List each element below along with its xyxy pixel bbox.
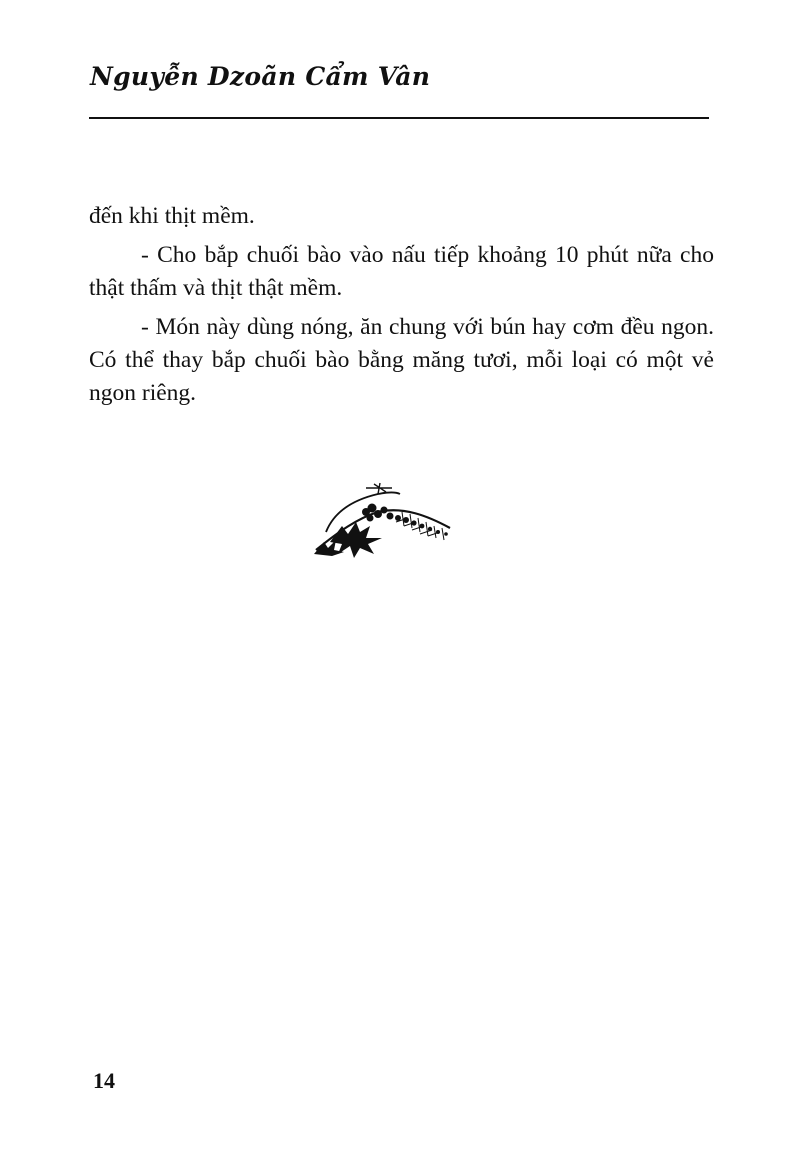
running-header-author: Nguyễn Dzoãn Cẩm Vân <box>90 62 431 91</box>
paragraph-serving-note: - Món này dùng nóng, ăn chung với bún hay cơm đều ngon. Có thể thay bắp chuối bào bằng măng tươi, mỗi loại có một vẻ ngon riêng. <box>89 314 714 406</box>
paragraph-continuation: đến khi thịt mềm. <box>89 203 255 229</box>
page-number: 14 <box>93 1068 115 1093</box>
header-divider <box>89 117 709 119</box>
floral-branch-icon <box>308 482 456 560</box>
recipe-text <box>89 200 714 410</box>
paragraph-step: - Cho bắp chuối bào vào nấu tiếp khoảng 10 phút nữa cho thật thấm và thịt thật mềm. <box>89 242 714 301</box>
